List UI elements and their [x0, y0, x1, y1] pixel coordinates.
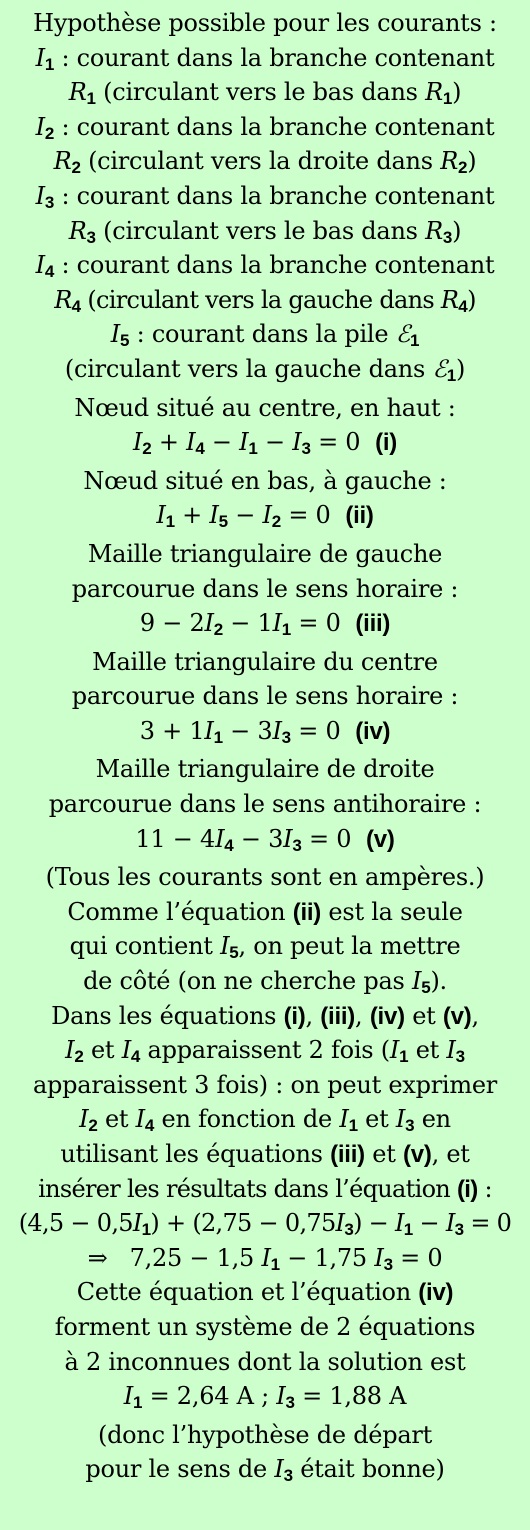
equation-text: $9 - 2I_2 - 1I_1 = 0$: [139, 609, 341, 640]
amperes-note: (Tous les courants sont en ampères.): [45, 863, 485, 892]
mesh-center-label-2: parcourue dans le sens horaire :: [71, 682, 459, 711]
mesh-right-label-1: Maille triangulaire de droite: [95, 755, 435, 784]
current-i1-dir: $R_1$ (circulant vers le bas dans $R_1$): [68, 78, 462, 109]
current-i4-dir: $R_4$ (circulant vers la gauche dans $R_4$): [54, 285, 476, 316]
equation-iv: $3 + 1I_1 - 3I_3 = 0$ (iv): [139, 716, 391, 747]
para-subst-line-3: apparaissent 3 fois) : on peut exprimer: [32, 1070, 498, 1099]
equation-ii: $I_1 + I_5 - I_2 = 0$ (ii): [156, 501, 374, 532]
equation-text: $11 - 4I_4 - 3I_3 = 0$: [135, 824, 352, 855]
equation-i: $I_2 + I_4 - I_1 - I_3 = 0$ (i): [133, 428, 397, 459]
para-subst-line-6: insérer les résultats dans l’équation (i) :: [38, 1174, 492, 1203]
para-subst-line-2: $I_2$ et $I_4$ apparaissent 2 fois ($I_1$ et $I_3$: [65, 1036, 465, 1067]
equation-v: $11 - 4I_4 - 3I_3 = 0$ (v): [135, 824, 395, 855]
equation-text: $3 + 1I_1 - 3I_3 = 0$: [139, 716, 341, 747]
current-i3-def: $I_3$ : courant dans la branche contenant: [35, 181, 495, 212]
equation-text: $(4,5 - 0,5I_1) + (2,75 - 0,75I_3) - I_1 - I_3 = 0$: [18, 1209, 512, 1240]
mesh-left-label-2: parcourue dans le sens horaire :: [71, 574, 459, 603]
equation-result: ⇒ 7,25 − 1,5 $I_1 - 1,75$ $I_3 = 0$: [87, 1243, 443, 1274]
current-i3-dir: $R_3$ (circulant vers le bas dans $R_3$): [68, 216, 462, 247]
current-i1-def: $I_1$ : courant dans la branche contenant: [35, 43, 495, 74]
final-note-2: pour le sens de $I_3$ était bonne): [85, 1455, 445, 1486]
equation-iii: $9 - 2I_2 - 1I_1 = 0$ (iii): [139, 609, 391, 640]
equation-text: $I_1 + I_5 - I_2 = 0$: [156, 501, 331, 532]
para-subst-line-5: utilisant les équations (iii) et (v), et: [60, 1140, 470, 1168]
node-bottom-label: Nœud situé en bas, à gauche :: [83, 466, 447, 495]
mesh-center-label-1: Maille triangulaire du centre: [92, 647, 438, 676]
node-top-label: Nœud situé au centre, en haut :: [74, 393, 456, 422]
hypothesis-title: Hypothèse possible pour les courants :: [33, 9, 497, 37]
equation-text: $I_1 = 2,64$ A ; $I_3 = 1,88$ A: [123, 1382, 407, 1413]
para-ii-line-1: Comme l’équation (ii) est la seule: [67, 897, 463, 926]
final-note-1: (donc l’hypothèse de départ: [97, 1420, 433, 1449]
para-subst-line-1: Dans les équations (i), (iii), (iv) et (v),: [51, 1001, 479, 1030]
current-i4-def: $I_4$ : courant dans la branche contenant: [35, 251, 495, 282]
equation-text: $I_2 + I_4 - I_1 - I_3 = 0$: [133, 428, 361, 459]
solution: [6, 1379, 524, 1414]
conclusion-line-3: à 2 inconnues dont la solution est: [64, 1347, 466, 1376]
current-i2-dir: $R_2$ (circulant vers la droite dans $R_2$): [53, 147, 477, 178]
current-i5-def: $I_5$ : courant dans la pile ℰ$_1$: [110, 320, 420, 351]
equation-text: 7,25 − 1,5 $I_1 - 1,75$ $I_3 = 0$: [129, 1243, 443, 1274]
para-ii-line-2: qui contient $I_5$, on peut la mettre: [69, 932, 461, 963]
para-ii-line-3: de côté (on ne cherche pas $I_5$).: [83, 967, 447, 998]
mesh-left-label-1: Maille triangulaire de gauche: [87, 539, 443, 568]
current-i5-dir: (circulant vers la gauche dans ℰ$_1$): [64, 354, 466, 385]
conclusion-line-1: Cette équation et l’équation (iv): [76, 1278, 454, 1307]
current-i2-def: $I_2$ : courant dans la branche contenant: [35, 112, 495, 143]
para-subst-line-4: $I_2$ et $I_4$ en fonction de $I_1$ et $I_3$ en: [79, 1105, 451, 1136]
conclusion-line-2: forment un système de 2 équations: [54, 1312, 476, 1341]
equation-combined: [6, 1206, 524, 1241]
mesh-right-label-2: parcourue dans le sens antihoraire :: [48, 790, 482, 819]
